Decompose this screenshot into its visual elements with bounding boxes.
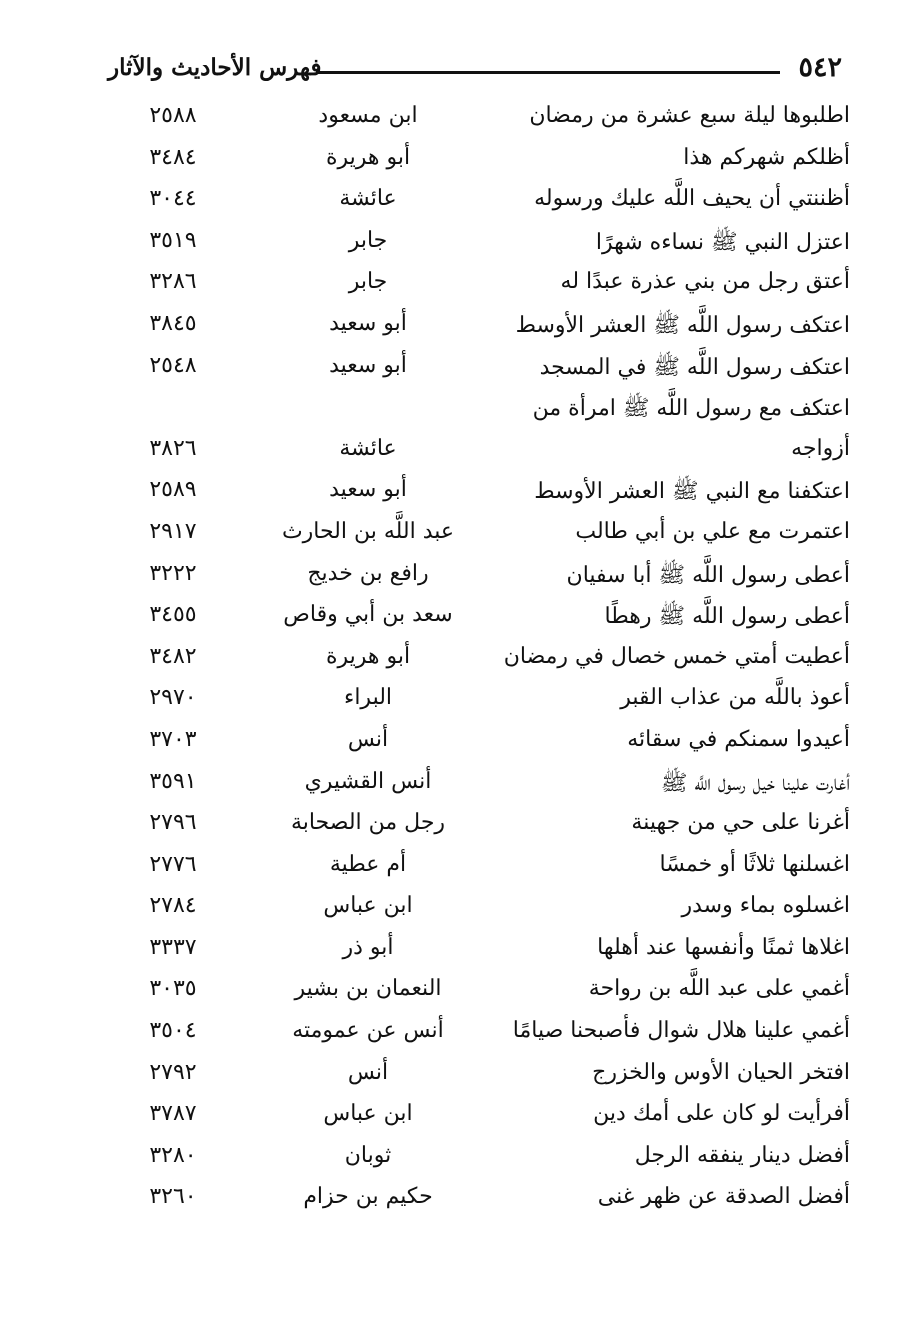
hadith-number: ٣٤٥٥ <box>149 602 197 628</box>
narrator-name: أبو سعيد <box>329 352 407 378</box>
hadith-text: أعطيت أمتي خمس خصال في رمضان <box>503 643 850 669</box>
index-entry <box>108 723 850 765</box>
hadith-text: اعتزل النبي ﷺ نساءه شهرًا <box>595 229 850 255</box>
narrator-name: أنس <box>347 726 389 752</box>
narrator-name: رجل من الصحابة <box>290 810 446 836</box>
narrator-name: أبو هريرة <box>325 643 411 669</box>
hadith-number: ٣٥٠٤ <box>149 1018 197 1044</box>
index-entry <box>108 972 850 1014</box>
hadith-text: اعتكف رسول اللَّه ﷺ العشر الأوسط <box>515 312 850 338</box>
index-entry <box>108 1014 850 1056</box>
narrator-name: عائشة <box>339 186 397 212</box>
hadith-text: اعتكف مع رسول اللَّه ﷺ امرأة من <box>532 396 850 422</box>
page-number: ٥٤٢ <box>798 52 842 83</box>
hadith-number: ٣٨٢٦ <box>149 435 197 461</box>
hadith-number: ٣٧٠٣ <box>149 726 197 752</box>
hadith-text: افتخر الحيان الأوس والخزرج <box>592 1059 850 1085</box>
narrator-name: حكيم بن حزام <box>303 1184 433 1210</box>
hadith-text: اطلبوها ليلة سبع عشرة من رمضان <box>529 103 850 128</box>
hadith-text: أزواجه <box>791 435 850 461</box>
index-entry <box>108 1139 850 1181</box>
hadith-text: اعتمرت مع علي بن أبي طالب <box>575 518 850 544</box>
index-entry <box>108 889 850 931</box>
hadith-text: أفضل الصدقة عن ظهر غنى <box>597 1184 850 1210</box>
page-header <box>108 52 842 92</box>
hadith-number: ٣٥٩١ <box>149 768 197 794</box>
narrator-name: عبد اللَّه بن الحارث <box>281 518 455 544</box>
narrator-name: أنس عن عمومته <box>292 1018 444 1044</box>
hadith-number: ٣٧٨٧ <box>149 1101 197 1127</box>
index-entry <box>108 307 850 349</box>
hadith-text: اعتكفنا مع النبي ﷺ العشر الأوسط <box>534 479 850 505</box>
index-entry <box>108 557 850 599</box>
hadith-text: أعطى رسول اللَّه ﷺ أبا سفيان <box>566 562 850 588</box>
index-entry <box>108 806 850 848</box>
index-entry <box>108 473 850 515</box>
hadith-text: أفرأيت لو كان على أمك دين <box>593 1101 850 1127</box>
index-entry <box>108 349 850 391</box>
index-entry <box>108 182 850 224</box>
hadith-number: ٢٩١٧ <box>149 518 197 544</box>
index-entry <box>108 99 850 141</box>
index-entry <box>108 765 850 807</box>
hadith-text: أعوذ باللَّه من عذاب القبر <box>620 685 850 711</box>
narrator-name: أبو سعيد <box>329 310 407 336</box>
hadith-text: أعطى رسول اللَّه ﷺ رهطًا <box>604 604 850 630</box>
hadith-text: اغسلوه بماء وسدر <box>681 893 850 919</box>
hadith-number: ٢٧٨٤ <box>149 893 197 919</box>
index-entry <box>108 515 850 557</box>
index-entry <box>108 598 850 640</box>
index-entry <box>108 141 850 183</box>
index-entry <box>108 1056 850 1098</box>
narrator-name: أم عطية <box>329 851 407 877</box>
hadith-text: أعيدوا سمنكم في سقائه <box>627 726 850 752</box>
hadith-number: ٣٨٤٥ <box>149 310 197 336</box>
hadith-number: ٣٢٢٢ <box>149 560 197 586</box>
narrator-name: البراء <box>343 685 393 711</box>
narrator-name: جابر <box>348 227 388 253</box>
narrator-name: جابر <box>348 269 388 295</box>
index-entry <box>108 931 850 973</box>
narrator-name: أنس <box>347 1059 389 1085</box>
hadith-number: ٣٠٤٤ <box>149 186 197 212</box>
hadith-text: أفضل دينار ينفقه الرجل <box>634 1142 850 1168</box>
index-entry <box>108 224 850 266</box>
hadith-number: ٣٣٣٧ <box>149 934 197 960</box>
narrator-name: ابن عباس <box>323 1101 413 1127</box>
hadith-text: اغسلنها ثلاثًا أو خمسًا <box>659 851 850 877</box>
hadith-text: اعتكف رسول اللَّه ﷺ في المسجد <box>539 354 850 380</box>
narrator-name: أنس القشيري <box>304 768 432 794</box>
narrator-name: أبو هريرة <box>325 144 411 170</box>
hadith-number: ٢٧٩٢ <box>149 1059 197 1085</box>
hadith-text: اغلاها ثمنًا وأنفسها عند أهلها <box>597 934 850 960</box>
hadith-text: أظلكم شهركم هذا <box>683 144 850 170</box>
hadith-text: أظننتي أن يحيف اللَّه عليك ورسوله <box>534 186 850 212</box>
index-entry <box>108 640 850 682</box>
running-title: فهرس الأحاديث والآثار <box>108 54 322 81</box>
narrator-name: ابن مسعود <box>318 103 418 128</box>
hadith-number: ٢٧٩٦ <box>149 810 197 836</box>
hadith-number: ٣٠٣٥ <box>149 976 197 1002</box>
index-entry <box>108 681 850 723</box>
narrator-name: سعد بن أبي وقاص <box>283 602 453 628</box>
hadith-number: ٢٥٨٨ <box>149 103 197 128</box>
index-entry <box>108 390 850 432</box>
hadith-number: ٣٤٨٤ <box>149 144 197 170</box>
hadith-index-list <box>108 99 850 1222</box>
narrator-name: ابن عباس <box>323 893 413 919</box>
hadith-number: ٢٧٧٦ <box>149 851 197 877</box>
hadith-number: ٢٥٤٨ <box>149 352 197 378</box>
narrator-name: أبو ذر <box>342 934 394 960</box>
hadith-text: أغارت علينا خيل رسول اللَّه ﷺ <box>660 770 850 796</box>
hadith-number: ٣٢٨٦ <box>149 269 197 295</box>
narrator-name: رافع بن خديج <box>307 560 429 586</box>
narrator-name: عائشة <box>339 435 397 461</box>
hadith-number: ٢٩٧٠ <box>149 685 197 711</box>
hadith-text: أعتق رجل من بني عذرة عبدًا له <box>560 269 850 295</box>
narrator-name: أبو سعيد <box>329 477 407 503</box>
narrator-name: ثوبان <box>344 1142 392 1168</box>
hadith-number: ٢٥٨٩ <box>149 477 197 503</box>
hadith-number: ٣٢٦٠ <box>149 1184 197 1210</box>
hadith-text: أغمي علينا هلال شوال فأصبحنا صيامًا <box>512 1018 850 1044</box>
hadith-number: ٣٤٨٢ <box>149 643 197 669</box>
index-entry <box>108 1180 850 1222</box>
index-entry <box>108 432 850 474</box>
hadith-number: ٣٢٨٠ <box>149 1142 197 1168</box>
narrator-name: النعمان بن بشير <box>294 976 442 1002</box>
header-rule <box>316 71 780 74</box>
hadith-text: أغرنا على حي من جهينة <box>631 810 850 836</box>
index-entry <box>108 1097 850 1139</box>
hadith-text: أغمي على عبد اللَّه بن رواحة <box>588 976 850 1002</box>
index-entry <box>108 848 850 890</box>
hadith-number: ٣٥١٩ <box>149 227 197 253</box>
index-entry <box>108 265 850 307</box>
